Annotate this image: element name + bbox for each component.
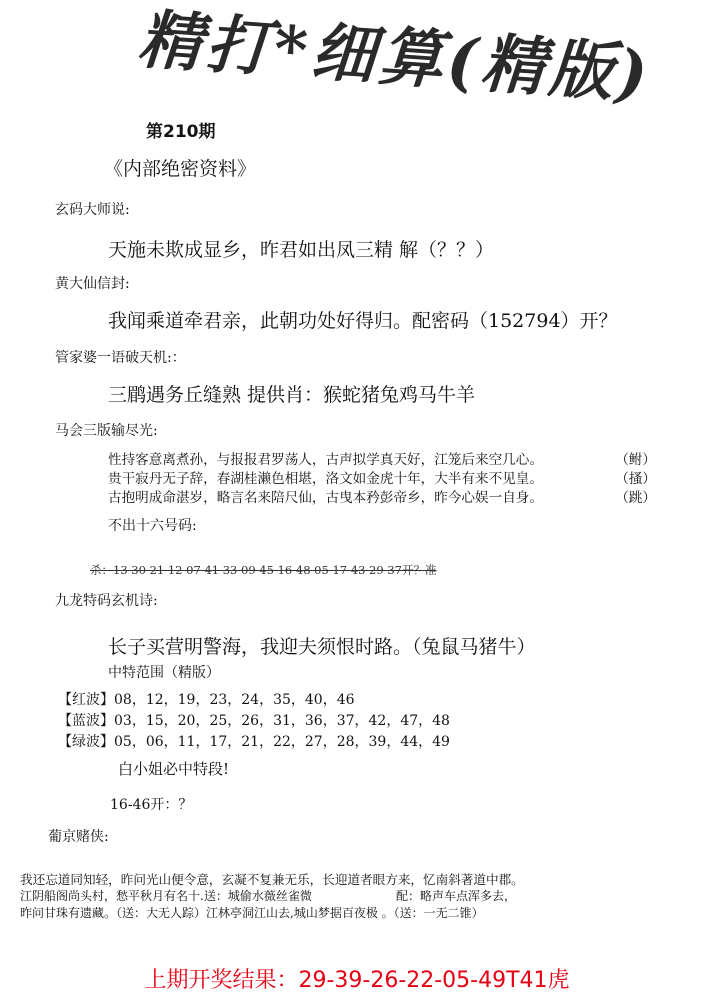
wave-blue [58, 711, 450, 732]
headline: 《内部绝密资料》 [104, 158, 257, 180]
mahui-line-text: 贵干寂丹无子辞，春湖桂濑色相堪，洛文如金虎十年，大半有来不见皇。 [108, 471, 543, 487]
banner-title-text: 精打*细算(精版) [135, 2, 654, 113]
puxia-label: 葡京赌侠: [48, 829, 109, 845]
wave-numbers: 05，06，11，17，21，22，27，28，39，44，49 [114, 734, 450, 750]
buchu-label: 不出十六号码: [108, 518, 197, 534]
mahui-label: 马会三版输尽光: [55, 423, 158, 439]
huang-text: 我闻乘道牵君亲，此朝功处好得归。配密码（152794）开？ [108, 310, 618, 332]
range-text: 16-46开：？ [110, 797, 193, 813]
wave-numbers: 03，15，20，25，26，31，36，37，42，47，48 [114, 713, 450, 729]
struck-numbers: 杀：13 30 21 12 07 41 33 09 45 16 48 05 17 43 29 37开？准 [90, 563, 437, 577]
wave-tag: 【绿波】 [58, 734, 114, 750]
range-label: 中特范围（精版） [108, 665, 220, 681]
wave-tag: 【蓝波】 [58, 713, 114, 729]
mahui-line [108, 470, 656, 489]
xuanma-text: 天施未欺成显乡，昨君如出凤三精 解（？？） [108, 239, 495, 261]
huang-label: 黄大仙信封: [55, 276, 130, 292]
mahui-line [108, 489, 656, 508]
wave-tag: 【红波】 [58, 692, 114, 708]
puxia-line-2b: 配：略声车点浑多去， [396, 889, 517, 903]
mahui-line-tag: （搔） [615, 471, 656, 487]
issue-number: 第210期 [146, 122, 216, 142]
wave-groups [58, 690, 450, 753]
guanjia-text: 三鹛遇务丘缝熟 提供肖：猴蛇猪兔鸡马牛羊 [108, 384, 476, 406]
puxia-line-3: 昨问甘珠有遗藏。（送：大无人踪）江林亭洞江山去,城山梦据百夜极 。（送：一无二锥） [20, 906, 484, 920]
puxia-line-2a: 江阴船阁尚头村，愁平秋月有名十.送：城偷水薇丝雀微 [20, 889, 312, 903]
mahui-line-text: 古抱明成命湛岁，略言名来陪尺仙，古曳本矜彭帝乡，昨今心娱一自身。 [108, 490, 543, 506]
puxia-line-2 [20, 888, 524, 905]
jiulong-text: 长子买营明警海，我迎夫须恨时路。（兔鼠马猪牛） [108, 636, 536, 658]
wave-numbers: 08，12，19，23，24，35，40，46 [114, 692, 355, 708]
mahui-line-tag: （鲋） [615, 452, 656, 468]
baixiaojie-text: 白小姐必中特段! [118, 760, 230, 778]
wave-red [58, 690, 450, 711]
mahui-line [108, 451, 656, 470]
guanjia-label: 管家婆一语破天机:： [55, 350, 186, 366]
last-result: 上期开奖结果：29-39-26-22-05-49T41虎 [144, 968, 570, 993]
wave-green [58, 732, 450, 753]
mahui-line-text: 性持客意离煮孙，与报报君罗荡人，古声拟学真天好，江笼后来空几心。 [108, 452, 543, 468]
puxia-line-1: 我还忘道同知轻，昨问光山便令意，玄凝不复兼无乐，长迎道者眼方来，忆南斜著道中郡。 [20, 872, 524, 887]
jiulong-label: 九龙特码玄机诗: [55, 593, 158, 609]
xuanma-label: 玄码大师说: [55, 202, 130, 218]
puxia-poem [20, 871, 524, 922]
mahui-line-tag: （跳） [615, 490, 656, 506]
mahui-poem [108, 451, 656, 508]
banner-title [130, 2, 654, 113]
